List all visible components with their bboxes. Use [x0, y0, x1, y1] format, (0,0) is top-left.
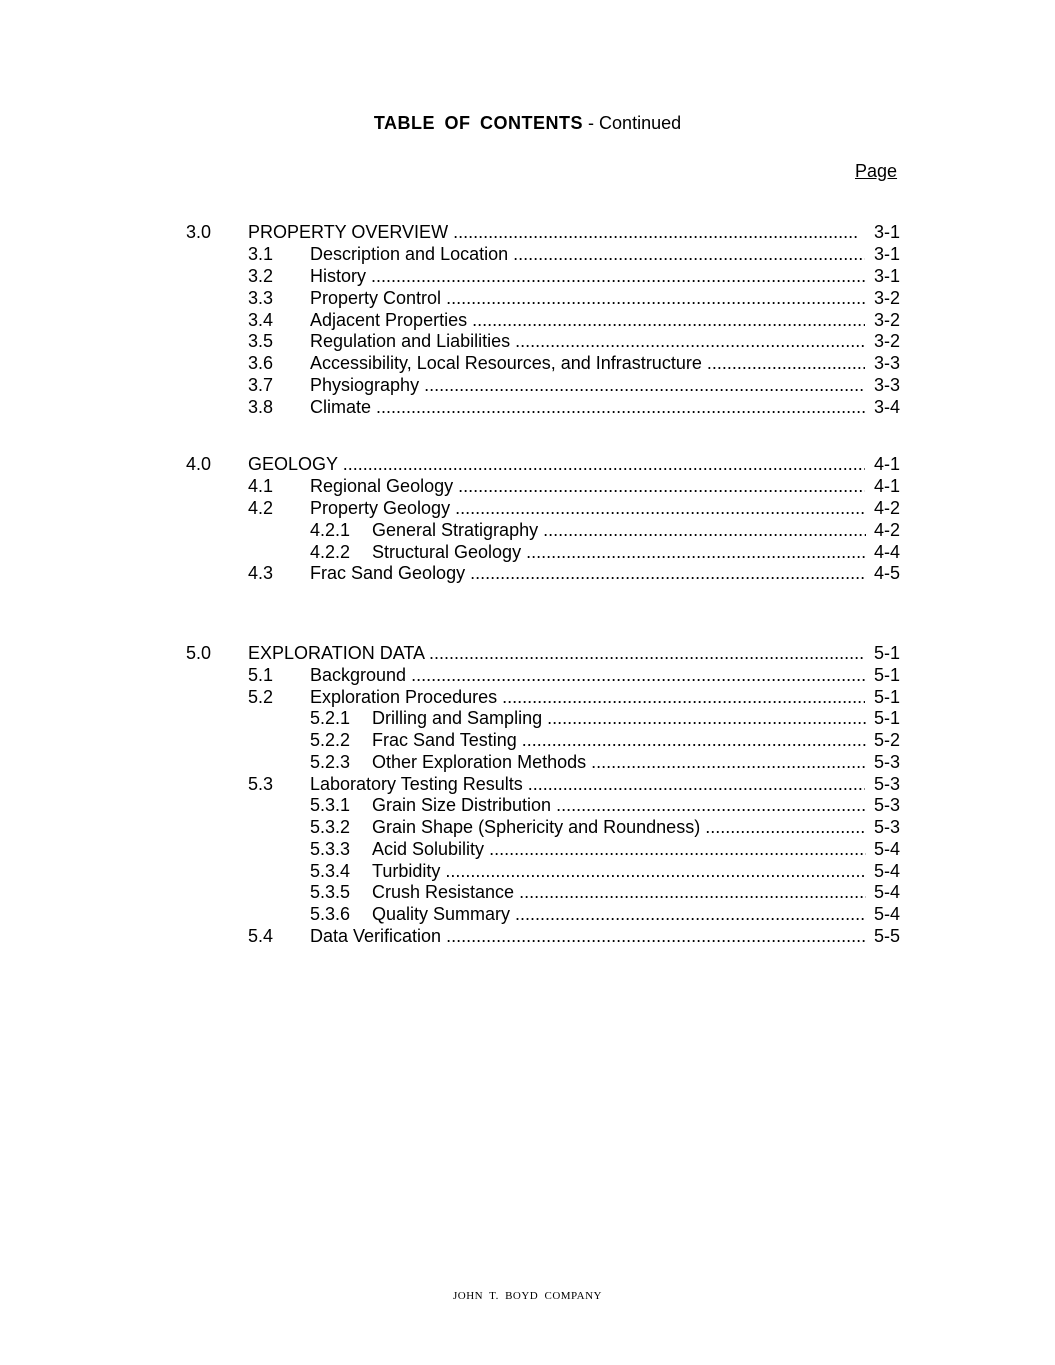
toc-number: 5.3.6 [310, 904, 351, 924]
toc-title: Quality Summary ..... [372, 903, 866, 925]
toc-entry-3-5[interactable] [248, 330, 900, 352]
toc-entry-5-4[interactable] [248, 925, 900, 947]
toc-page: 3-3 [870, 352, 900, 374]
toc-title: Crush Resistance ..... [372, 881, 866, 903]
toc-title: Regional Geology ..... [310, 475, 865, 497]
toc-page: 5-4 [870, 881, 900, 903]
toc-title: Background ..... [310, 664, 865, 686]
toc-title: Description and Location ..... [310, 243, 865, 265]
toc-entry-4-2-2[interactable] [310, 541, 900, 563]
toc-number: 3.2 [248, 266, 274, 286]
toc-entry-5-3-4[interactable] [310, 860, 900, 882]
toc-page: 5-4 [870, 838, 900, 860]
toc-page: 3-2 [870, 309, 900, 331]
toc-number: 3.4 [248, 310, 274, 330]
toc-entry-3-1[interactable] [248, 243, 900, 265]
toc-entry-4-1[interactable] [248, 475, 900, 497]
toc-number: 3.7 [248, 375, 274, 395]
toc-title: History ..... [310, 265, 865, 287]
toc-title: Acid Solubility ..... [372, 838, 866, 860]
toc-entry-5-1[interactable] [248, 664, 900, 686]
toc-title: General Stratigraphy ..... [372, 519, 866, 541]
toc-entry-5-2[interactable] [248, 686, 900, 708]
toc-entry-3-8[interactable] [248, 396, 900, 418]
toc-entry-5-3-6[interactable] [310, 903, 900, 925]
toc-title: Frac Sand Geology ..... [310, 562, 865, 584]
toc-number: 5.1 [248, 665, 274, 685]
toc-page: 5-2 [870, 729, 900, 751]
toc-page: 5-1 [870, 664, 900, 686]
toc-title: Turbidity ..... [372, 860, 866, 882]
toc-number: 5.2.1 [310, 708, 351, 728]
toc-number: 3.8 [248, 397, 274, 417]
toc-page: 5-4 [870, 860, 900, 882]
toc-entry-5-3[interactable] [248, 773, 900, 795]
toc-number: 5.3.1 [310, 795, 351, 815]
toc-entry-3-0[interactable] [186, 221, 900, 243]
toc-number: 4.0 [186, 454, 212, 474]
toc-number: 4.2 [248, 498, 274, 518]
toc-page: 3-3 [870, 374, 900, 396]
toc-title: Grain Shape (Sphericity and Roundness) ..... [372, 816, 866, 838]
footer-company: JOHN T. BOYD COMPANY [453, 1290, 602, 1302]
toc-title: Climate ..... [310, 396, 865, 418]
toc-entry-5-2-3[interactable] [310, 751, 900, 773]
toc-number: 4.3 [248, 563, 274, 583]
toc-page: 5-4 [870, 903, 900, 925]
toc-title: EXPLORATION DATA ..... [248, 642, 865, 664]
toc-title: Other Exploration Methods ..... [372, 751, 866, 773]
toc-page: 5-1 [870, 707, 900, 729]
toc-entry-4-3[interactable] [248, 562, 900, 584]
toc-title: Structural Geology ..... [372, 541, 866, 563]
toc-number: 3.3 [248, 288, 274, 308]
toc-number: 3.5 [248, 331, 274, 351]
toc-page: 4-1 [870, 453, 900, 475]
toc-title: Property Geology ..... [310, 497, 865, 519]
toc-page: 5-3 [870, 751, 900, 773]
toc-entry-4-2[interactable] [248, 497, 900, 519]
toc-number: 5.3.5 [310, 882, 351, 902]
toc-page: 5-3 [870, 816, 900, 838]
toc-entry-5-3-3[interactable] [310, 838, 900, 860]
toc-title: Regulation and Liabilities ..... [310, 330, 865, 352]
toc-page: 5-5 [870, 925, 900, 947]
toc-title: Drilling and Sampling ..... [372, 707, 866, 729]
toc-number: 5.3.3 [310, 839, 351, 859]
toc-entry-5-0[interactable] [186, 642, 900, 664]
page-title [0, 113, 1055, 134]
toc-number: 5.3.4 [310, 861, 351, 881]
toc-page: 5-3 [870, 794, 900, 816]
toc-entry-5-2-1[interactable] [310, 707, 900, 729]
toc-number: 5.3.2 [310, 817, 351, 837]
toc-title: Grain Size Distribution ..... [372, 794, 866, 816]
toc-page: 4-2 [870, 519, 900, 541]
toc-page: 4-2 [870, 497, 900, 519]
toc-number: 4.2.1 [310, 520, 351, 540]
toc-entry-3-3[interactable] [248, 287, 900, 309]
toc-title: Exploration Procedures ..... [310, 686, 865, 708]
toc-number: 5.2.2 [310, 730, 351, 750]
toc-number: 3.6 [248, 353, 274, 373]
toc-page: 5-1 [870, 642, 900, 664]
toc-title: Accessibility, Local Resources, and Infrastructure ..... [310, 352, 865, 374]
toc-entry-3-4[interactable] [248, 309, 900, 331]
toc-title: PROPERTY OVERVIEW ..... [248, 221, 858, 243]
toc-page: 5-3 [870, 773, 900, 795]
toc-page: 3-1 [870, 243, 900, 265]
title-main: TABLE OF CONTENTS [373, 113, 584, 133]
toc-title: Frac Sand Testing ..... [372, 729, 866, 751]
toc-page: 3-2 [870, 330, 900, 352]
toc-entry-5-3-1[interactable] [310, 794, 900, 816]
toc-number: 5.0 [186, 643, 212, 663]
toc-page: 4-4 [870, 541, 900, 563]
toc-entry-3-6[interactable] [248, 352, 900, 374]
toc-number: 4.2.2 [310, 542, 351, 562]
toc-entry-5-3-2[interactable] [310, 816, 900, 838]
toc-entry-4-0[interactable] [186, 453, 900, 475]
toc-number: 4.1 [248, 476, 274, 496]
toc-number: 3.1 [248, 244, 274, 264]
toc-title: Adjacent Properties ..... [310, 309, 865, 331]
toc-page: 3-1 [870, 221, 900, 243]
title-suffix: - Continued [583, 113, 682, 133]
toc-page: 3-4 [870, 396, 900, 418]
toc-page: 3-1 [870, 265, 900, 287]
toc-number: 5.3 [248, 774, 274, 794]
toc-page: 4-5 [870, 562, 900, 584]
toc-title: Data Verification ..... [310, 925, 865, 947]
toc-number: 5.2 [248, 687, 274, 707]
page-column-label: Page [855, 161, 898, 181]
toc-entry-5-3-5[interactable] [310, 881, 900, 903]
toc-number: 3.0 [186, 222, 212, 242]
toc-entry-4-2-1[interactable] [310, 519, 900, 541]
toc-title: GEOLOGY ..... [248, 453, 865, 475]
toc-number: 5.4 [248, 926, 274, 946]
toc-title: Physiography ..... [310, 374, 865, 396]
toc-number: 5.2.3 [310, 752, 351, 772]
toc-title: Laboratory Testing Results ..... [310, 773, 865, 795]
toc-entry-3-2[interactable] [248, 265, 900, 287]
toc-page: 5-1 [870, 686, 900, 708]
toc-entry-3-7[interactable] [248, 374, 900, 396]
toc-entry-5-2-2[interactable] [310, 729, 900, 751]
toc-title: Property Control ..... [310, 287, 865, 309]
toc-page: 3-2 [870, 287, 900, 309]
toc-page: 4-1 [870, 475, 900, 497]
